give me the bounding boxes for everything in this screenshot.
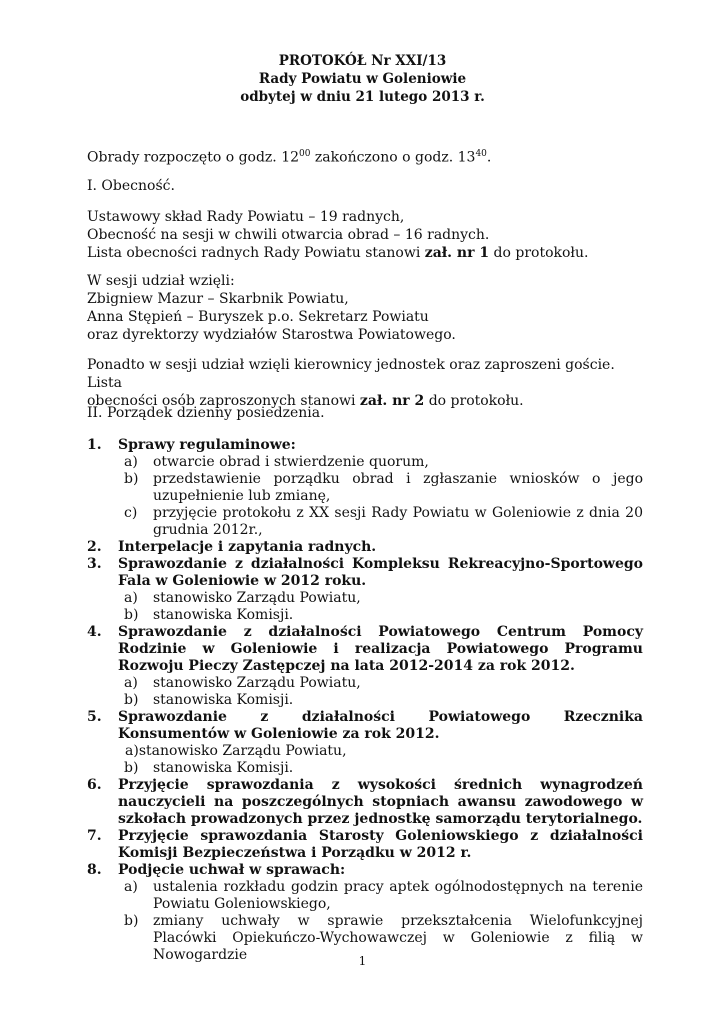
agenda-subitem-text: stanowiska Komisji. — [153, 760, 294, 776]
opening-end-minutes: 40 — [475, 149, 487, 159]
agenda-subitem — [118, 471, 643, 505]
agenda-subitem-letter: b) — [124, 471, 139, 487]
agenda-item — [87, 777, 643, 828]
opening-suffix: . — [486, 149, 492, 166]
agenda-item-number: 5. — [87, 709, 102, 725]
attachment-2-ref: zał. nr 2 — [359, 393, 425, 409]
agenda-item-title: Przyjęcie sprawozdania Starosty Goleniowskiego z działalności Komisji Bezpieczeństwa i Porządku w 2012 r. — [118, 828, 643, 861]
agenda-item-title: Sprawozdanie z działalności Powiatowego Centrum Pomocy Rodzinie w Goleniowie i realizacja Powiatowego Programu Rozwoju Pieczy Zastępczej na lata 2012-2014 za rok 2012. — [118, 624, 643, 674]
agenda-subitem-text: otwarcie obrad i stwierdzenie quorum, — [153, 454, 429, 470]
agenda-item-title: Podjęcie uchwał w sprawach: — [118, 862, 346, 878]
page-number: 1 — [358, 954, 367, 968]
agenda-item-number: 3. — [87, 556, 102, 572]
agenda-subitem-text: przyjęcie protokołu z XX sesji Rady Powiatu w Goleniowie z dnia 20 grudnia 2012r., — [153, 505, 643, 538]
agenda-subitem — [118, 454, 643, 471]
opening-start-minutes: 00 — [299, 149, 311, 159]
agenda-item-title: Sprawozdanie z działalności Kompleksu Rekreacyjno-Sportowego Fala w Goleniowie w 2012 roku. — [118, 556, 643, 589]
session-date: odbytej w dniu 21 lutego 2013 r. — [240, 89, 485, 105]
agenda-subitem-text: stanowiska Komisji. — [153, 607, 294, 623]
agenda-subitem-letter: a) — [125, 743, 139, 759]
agenda-item — [87, 539, 643, 556]
agenda-subitem-letter: a) — [124, 879, 138, 895]
agenda-subitem-letter: c) — [124, 505, 138, 521]
agenda-subitem — [118, 675, 643, 692]
agenda-item-title: Interpelacje i zapytania radnych. — [118, 539, 377, 555]
agenda-item-number: 1. — [87, 437, 102, 453]
council-name: Rady Powiatu w Goleniowie — [258, 71, 467, 87]
participants-block — [87, 272, 643, 344]
agenda-item-number: 2. — [87, 539, 102, 555]
attachment-1-ref: zał. nr 1 — [424, 245, 490, 261]
agenda-subitem-letter: b) — [124, 692, 139, 708]
agenda-item — [87, 624, 643, 709]
agenda-item-number: 8. — [87, 862, 102, 878]
attendance-list-note: Lista obecności radnych Rady Powiatu stanowi zał. nr 1 do protokołu. — [87, 245, 589, 261]
participant-secretary: Anna Stępień – Buryszek p.o. Sekretarz Powiatu — [87, 309, 429, 325]
agenda-item — [87, 709, 643, 777]
opening-prefix: Obrady rozpoczęto o godz. 12 — [87, 149, 300, 166]
guests-attachment-note: obecności osób zaproszonych stanowi zał. nr 2 do protokołu. — [87, 393, 524, 409]
opening-middle: zakończono o godz. 13 — [310, 149, 476, 166]
agenda-subitem-text: zmiany uchwały w sprawie przekształcenia Wielofunkcyjnej Placówki Opiekuńczo-Wychowawczej w Goleniowie z filią w Nowogardzie — [153, 913, 643, 963]
section-agenda-heading: II. Porządek dzienny posiedzenia. — [87, 405, 325, 421]
agenda-item — [87, 828, 643, 862]
agenda-subitem-letter: a) — [124, 590, 138, 606]
protocol-header — [0, 52, 725, 106]
protocol-title: PROTOKÓŁ Nr XXI/13 — [278, 53, 447, 69]
agenda-subitem-text: stanowisko Zarządu Powiatu, — [138, 743, 347, 759]
participant-directors: oraz dyrektorzy wydziałów Starostwa Powiatowego. — [87, 327, 456, 343]
attendance-block — [87, 208, 643, 262]
agenda-subitem — [118, 692, 643, 709]
agenda-item-title: Sprawozdanie z działalności Powiatowego Rzecznika Konsumentów w Goleniowie za rok 2012. — [118, 709, 643, 742]
agenda-subitem-letter: b) — [124, 760, 139, 776]
agenda-subitem — [118, 590, 643, 607]
agenda-list — [87, 437, 643, 964]
agenda-subitem — [118, 743, 643, 760]
agenda-subitem-text: stanowisko Zarządu Powiatu, — [153, 675, 361, 691]
agenda-subitem — [118, 879, 643, 913]
participants-intro: W sesji udział wzięli: — [87, 273, 235, 289]
agenda-subitem-letter: b) — [124, 913, 139, 929]
agenda-item-title: Sprawy regulaminowe: — [118, 437, 296, 453]
agenda-item-title: Przyjęcie sprawozdania z wysokości średnich wynagrodzeń nauczycieli na poszczególnych stopniach awansu zawodowego w szkołach prowadzonych przez jednostkę samorządu terytorialnego. — [118, 777, 643, 827]
agenda-subitem-letter: a) — [124, 454, 138, 470]
agenda-subitem — [118, 760, 643, 777]
attendance-at-opening: Obecność na sesji w chwili otwarcia obrad – 16 radnych. — [87, 227, 490, 243]
agenda-subitem — [118, 505, 643, 539]
agenda-item — [87, 556, 643, 624]
participant-treasurer: Zbigniew Mazur – Skarbnik Powiatu, — [87, 291, 349, 307]
statutory-composition: Ustawowy skład Rady Powiatu – 19 radnych, — [87, 209, 405, 225]
opening-paragraph — [87, 145, 643, 167]
agenda-subitem — [118, 607, 643, 624]
guests-block — [87, 356, 643, 410]
guests-line: Ponadto w sesji udział wzięli kierownicy jednostek oraz zaproszeni goście. Lista — [87, 357, 615, 391]
section-attendance-heading: I. Obecność. — [87, 178, 175, 194]
agenda-subitem-letter: a) — [124, 675, 138, 691]
agenda-item-number: 4. — [87, 624, 102, 640]
agenda-subitem-letter: b) — [124, 607, 139, 623]
agenda-subitem-text: stanowiska Komisji. — [153, 692, 294, 708]
agenda-subitem-text: stanowisko Zarządu Powiatu, — [153, 590, 361, 606]
agenda-item-number: 6. — [87, 777, 102, 793]
agenda-subitem-text: przedstawienie porządku obrad i zgłaszanie wniosków o jego uzupełnienie lub zmianę, — [153, 471, 643, 504]
agenda-subitem-text: ustalenia rozkładu godzin pracy aptek ogólnodostępnych na terenie Powiatu Goleniowskiego, — [153, 879, 643, 912]
agenda-item-number: 7. — [87, 828, 102, 844]
agenda-item — [87, 437, 643, 539]
agenda-item — [87, 862, 643, 964]
